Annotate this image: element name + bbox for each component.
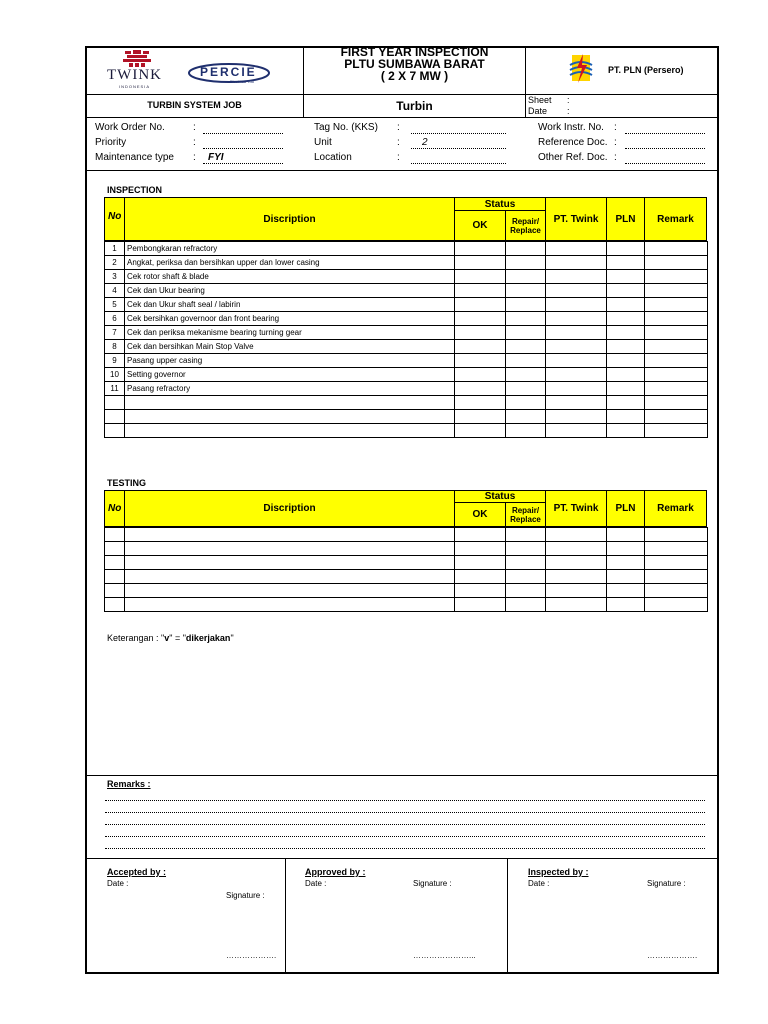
row-description — [125, 542, 455, 556]
approved-by-label: Approved by : — [305, 867, 366, 877]
table-row — [105, 396, 708, 410]
row-ok-cell[interactable] — [455, 556, 506, 570]
row-description: Cek dan Ukur bearing — [125, 284, 455, 298]
row-twink-cell[interactable] — [546, 270, 607, 284]
maintenance-type-value: FYI — [208, 152, 224, 163]
row-ok-cell[interactable] — [455, 284, 506, 298]
row-repair-cell[interactable] — [506, 598, 546, 612]
row-description: Pasang refractory — [125, 382, 455, 396]
location-colon: : — [397, 152, 400, 163]
row-ok-cell[interactable] — [455, 354, 506, 368]
row-pln-cell[interactable] — [607, 270, 645, 284]
row-twink-cell[interactable] — [546, 242, 607, 256]
row-pln-cell[interactable] — [607, 368, 645, 382]
table-row — [105, 270, 708, 284]
maintenance-type-colon: : — [193, 152, 196, 163]
row-ok-cell[interactable] — [455, 326, 506, 340]
row-description: Cek dan Ukur shaft seal / labirin — [125, 298, 455, 312]
row-remark-cell[interactable] — [645, 410, 708, 424]
accepted-date-label: Date : — [107, 879, 129, 888]
legend-prefix: Keterangan : " — [107, 633, 165, 643]
row-no — [105, 528, 125, 542]
row-pln-cell[interactable] — [607, 396, 645, 410]
testing-table — [104, 527, 708, 612]
reference-doc-field[interactable] — [625, 148, 705, 149]
sheet-colon: : — [567, 95, 570, 105]
table-row — [105, 570, 708, 584]
row-repair-cell[interactable] — [506, 256, 546, 270]
row-description: Pasang upper casing — [125, 354, 455, 368]
accepted-signature-label: Signature : — [226, 891, 265, 900]
date-label: Date — [528, 106, 548, 116]
sig-vline-2 — [507, 858, 508, 974]
row-no — [105, 570, 125, 584]
inspection-col-repair — [505, 210, 546, 241]
table-row — [105, 242, 708, 256]
row-description — [125, 424, 455, 438]
row-repair-cell[interactable] — [506, 368, 546, 382]
equipment-name: Turbin — [396, 99, 433, 113]
inspection-col-twink: PT. Twink — [545, 197, 607, 241]
inspection-title: INSPECTION — [107, 185, 163, 195]
row-pln-cell[interactable] — [607, 284, 645, 298]
table-row — [105, 354, 708, 368]
row-description: Pembongkaran refractory — [125, 242, 455, 256]
twink-wordmark: TWINK — [107, 67, 162, 83]
maintenance-type-label: Maintenance type — [95, 152, 174, 163]
inspection-col-pln: PLN — [606, 197, 645, 241]
row-remark-cell[interactable] — [645, 556, 708, 570]
inspection-col-remark: Remark — [644, 197, 707, 241]
row-no — [105, 584, 125, 598]
row-repair-cell[interactable] — [506, 396, 546, 410]
row-remark-cell[interactable] — [645, 396, 708, 410]
row-no — [105, 424, 125, 438]
row-no: 9 — [105, 354, 125, 368]
inspected-date-label: Date : — [528, 879, 550, 888]
sheet-label: Sheet — [528, 95, 552, 105]
approved-signature-line[interactable]: …………………... — [413, 951, 476, 960]
twink-logo — [103, 49, 183, 91]
row-twink-cell[interactable] — [546, 584, 607, 598]
row-no: 11 — [105, 382, 125, 396]
row-repair-cell[interactable] — [506, 298, 546, 312]
row-pln-cell[interactable] — [607, 556, 645, 570]
row-pln-cell[interactable] — [607, 410, 645, 424]
testing-col-ok: OK — [454, 502, 506, 527]
form-title — [304, 46, 525, 82]
row-description: Cek dan bersihkan Main Stop Valve — [125, 340, 455, 354]
row-twink-cell[interactable] — [546, 354, 607, 368]
row-remark-cell[interactable] — [645, 340, 708, 354]
pln-logo — [566, 53, 596, 85]
other-ref-label: Other Ref. Doc. — [538, 152, 608, 163]
table-row — [105, 598, 708, 612]
table-row — [105, 410, 708, 424]
row-twink-cell[interactable] — [546, 298, 607, 312]
row-remark-cell[interactable] — [645, 584, 708, 598]
remarks-line-3[interactable] — [105, 824, 705, 825]
inspection-col-desc: Discription — [124, 197, 455, 241]
row-repair-cell[interactable] — [506, 312, 546, 326]
row-ok-cell[interactable] — [455, 312, 506, 326]
table-row — [105, 312, 708, 326]
inspection-col-ok: OK — [454, 210, 506, 241]
accepted-signature-line[interactable]: ………………. — [226, 951, 277, 960]
row-twink-cell[interactable] — [546, 528, 607, 542]
row-ok-cell[interactable] — [455, 410, 506, 424]
row-pln-cell[interactable] — [607, 256, 645, 270]
row-remark-cell[interactable] — [645, 354, 708, 368]
row-repair-cell[interactable] — [506, 556, 546, 570]
row-repair-cell[interactable] — [506, 270, 546, 284]
job-title: TURBIN SYSTEM JOB — [147, 100, 242, 110]
row-ok-cell[interactable] — [455, 424, 506, 438]
header-divider — [85, 94, 719, 95]
remarks-line-2[interactable] — [105, 812, 705, 813]
table-row — [105, 542, 708, 556]
work-instr-colon: : — [614, 122, 617, 133]
percie-wordmark: PERCIE — [200, 65, 257, 79]
row-no: 10 — [105, 368, 125, 382]
row-remark-cell[interactable] — [645, 326, 708, 340]
inspected-signature-line[interactable]: ………………. — [647, 951, 698, 960]
row-pln-cell[interactable] — [607, 570, 645, 584]
priority-colon: : — [193, 137, 196, 148]
row-twink-cell[interactable] — [546, 598, 607, 612]
row-remark-cell[interactable] — [645, 382, 708, 396]
row-description — [125, 410, 455, 424]
row-no: 4 — [105, 284, 125, 298]
unit-label: Unit — [314, 137, 332, 148]
row-remark-cell[interactable] — [645, 528, 708, 542]
row-pln-cell[interactable] — [607, 382, 645, 396]
unit-value: 2 — [422, 137, 428, 148]
work-order-label: Work Order No. — [95, 122, 165, 133]
row-twink-cell[interactable] — [546, 382, 607, 396]
table-row — [105, 424, 708, 438]
approved-date-label: Date : — [305, 879, 327, 888]
row-repair-cell[interactable] — [506, 354, 546, 368]
unit-field[interactable] — [411, 148, 506, 149]
location-label: Location — [314, 152, 352, 163]
row-repair-cell[interactable] — [506, 542, 546, 556]
other-ref-field[interactable] — [625, 163, 705, 164]
table-row — [105, 298, 708, 312]
remarks-line-1[interactable] — [105, 800, 705, 801]
header-vline-2 — [525, 46, 526, 117]
testing-title: TESTING — [107, 478, 147, 488]
row-pln-cell[interactable] — [607, 312, 645, 326]
inspection-col-repair-line1: Repair/ — [511, 216, 540, 226]
row-pln-cell[interactable] — [607, 542, 645, 556]
row-ok-cell[interactable] — [455, 528, 506, 542]
row-pln-cell[interactable] — [607, 354, 645, 368]
row-remark-cell[interactable] — [645, 284, 708, 298]
row-repair-cell[interactable] — [506, 382, 546, 396]
inspection-col-repair-line2: Replace — [510, 225, 541, 235]
testing-col-repair-line1: Repair/ — [511, 505, 540, 515]
row-no: 1 — [105, 242, 125, 256]
row-twink-cell[interactable] — [546, 410, 607, 424]
inspection-table — [104, 241, 708, 438]
work-order-colon: : — [193, 122, 196, 133]
row-no: 7 — [105, 326, 125, 340]
twink-subtext: INDONESIA — [119, 84, 151, 89]
date-colon: : — [567, 106, 570, 116]
job-row-divider — [85, 117, 719, 118]
row-description: Cek rotor shaft & blade — [125, 270, 455, 284]
testing-col-twink: PT. Twink — [545, 490, 607, 527]
row-twink-cell[interactable] — [546, 256, 607, 270]
maintenance-type-field[interactable] — [203, 163, 283, 164]
title-line-1: FIRST YEAR INSPECTION — [340, 45, 489, 59]
work-order-field[interactable] — [203, 133, 283, 134]
row-remark-cell[interactable] — [645, 424, 708, 438]
row-twink-cell[interactable] — [546, 340, 607, 354]
row-pln-cell[interactable] — [607, 340, 645, 354]
table-row — [105, 382, 708, 396]
row-ok-cell[interactable] — [455, 340, 506, 354]
signature-divider — [85, 858, 719, 859]
row-no — [105, 396, 125, 410]
row-pln-cell[interactable] — [607, 584, 645, 598]
testing-col-status: Status — [454, 490, 546, 503]
row-pln-cell[interactable] — [607, 598, 645, 612]
row-twink-cell[interactable] — [546, 284, 607, 298]
remarks-line-4[interactable] — [105, 836, 705, 837]
row-remark-cell[interactable] — [645, 368, 708, 382]
testing-col-repair-line2: Replace — [510, 514, 541, 524]
percie-logo — [186, 62, 272, 90]
row-remark-cell[interactable] — [645, 298, 708, 312]
legend-v: v — [164, 633, 170, 643]
table-row — [105, 368, 708, 382]
row-pln-cell[interactable] — [607, 528, 645, 542]
work-instr-label: Work Instr. No. — [538, 122, 604, 133]
row-ok-cell[interactable] — [455, 584, 506, 598]
row-no — [105, 598, 125, 612]
remarks-divider — [85, 775, 719, 776]
company-name: PT. PLN (Persero) — [608, 65, 684, 75]
inspected-signature-label: Signature : — [647, 879, 686, 888]
legend-suffix: " — [230, 633, 234, 643]
row-ok-cell[interactable] — [455, 256, 506, 270]
table-row — [105, 256, 708, 270]
table-row — [105, 284, 708, 298]
reference-doc-label: Reference Doc. — [538, 137, 608, 148]
row-twink-cell[interactable] — [546, 542, 607, 556]
row-repair-cell[interactable] — [506, 528, 546, 542]
row-description — [125, 396, 455, 410]
row-ok-cell[interactable] — [455, 598, 506, 612]
row-pln-cell[interactable] — [607, 242, 645, 256]
row-ok-cell[interactable] — [455, 382, 506, 396]
row-description: Cek bersihkan governoor dan front bearing — [125, 312, 455, 326]
testing-col-remark: Remark — [644, 490, 707, 527]
row-no: 2 — [105, 256, 125, 270]
approved-signature-label: Signature : — [413, 879, 452, 888]
table-row — [105, 584, 708, 598]
row-ok-cell[interactable] — [455, 396, 506, 410]
row-no — [105, 542, 125, 556]
testing-col-pln: PLN — [606, 490, 645, 527]
unit-colon: : — [397, 137, 400, 148]
accepted-by-label: Accepted by : — [107, 867, 167, 877]
row-repair-cell[interactable] — [506, 424, 546, 438]
inspection-col-status: Status — [454, 197, 546, 211]
row-twink-cell[interactable] — [546, 312, 607, 326]
testing-col-desc: Discription — [124, 490, 455, 527]
row-description — [125, 584, 455, 598]
tag-no-field[interactable] — [411, 133, 506, 134]
row-remark-cell[interactable] — [645, 570, 708, 584]
row-no: 6 — [105, 312, 125, 326]
row-description — [125, 570, 455, 584]
row-remark-cell[interactable] — [645, 270, 708, 284]
other-ref-colon: : — [614, 152, 617, 163]
row-repair-cell[interactable] — [506, 340, 546, 354]
legend-middle: " = " — [169, 633, 186, 643]
inspected-by-label: Inspected by : — [528, 867, 589, 877]
sig-vline-1 — [285, 858, 286, 974]
row-twink-cell[interactable] — [546, 326, 607, 340]
row-no: 8 — [105, 340, 125, 354]
info-divider — [85, 170, 719, 171]
work-instr-field[interactable] — [625, 133, 705, 134]
legend — [107, 633, 234, 643]
priority-field[interactable] — [203, 148, 283, 149]
row-repair-cell[interactable] — [506, 410, 546, 424]
row-no: 3 — [105, 270, 125, 284]
row-description: Angkat, periksa dan bersihkan upper dan lower casing — [125, 256, 455, 270]
row-no — [105, 556, 125, 570]
row-twink-cell[interactable] — [546, 396, 607, 410]
row-remark-cell[interactable] — [645, 312, 708, 326]
remarks-line-5[interactable] — [105, 848, 705, 849]
row-repair-cell[interactable] — [506, 284, 546, 298]
row-pln-cell[interactable] — [607, 298, 645, 312]
legend-word: dikerjakan — [185, 633, 231, 643]
row-description: Cek dan periksa mekanisme bearing turning gear — [125, 326, 455, 340]
row-pln-cell[interactable] — [607, 326, 645, 340]
row-ok-cell[interactable] — [455, 368, 506, 382]
row-ok-cell[interactable] — [455, 298, 506, 312]
row-ok-cell[interactable] — [455, 270, 506, 284]
row-repair-cell[interactable] — [506, 242, 546, 256]
table-row — [105, 326, 708, 340]
row-description — [125, 556, 455, 570]
row-ok-cell[interactable] — [455, 570, 506, 584]
row-twink-cell[interactable] — [546, 424, 607, 438]
row-twink-cell[interactable] — [546, 570, 607, 584]
row-twink-cell[interactable] — [546, 556, 607, 570]
title-line-2: PLTU SUMBAWA BARAT — [344, 57, 485, 71]
row-ok-cell[interactable] — [455, 242, 506, 256]
percie-subtext: Electrical Tuö — [230, 79, 255, 84]
table-row — [105, 528, 708, 542]
title-line-3: ( 2 X 7 MW ) — [380, 69, 449, 83]
row-remark-cell[interactable] — [645, 598, 708, 612]
row-no — [105, 410, 125, 424]
row-repair-cell[interactable] — [506, 584, 546, 598]
tag-no-label: Tag No. (KKS) — [314, 122, 378, 133]
row-description — [125, 598, 455, 612]
row-description — [125, 528, 455, 542]
row-remark-cell[interactable] — [645, 242, 708, 256]
row-remark-cell[interactable] — [645, 542, 708, 556]
row-pln-cell[interactable] — [607, 424, 645, 438]
row-remark-cell[interactable] — [645, 256, 708, 270]
row-repair-cell[interactable] — [506, 570, 546, 584]
row-description: Setting governor — [125, 368, 455, 382]
testing-col-repair — [505, 502, 546, 527]
location-field[interactable] — [411, 163, 506, 164]
row-repair-cell[interactable] — [506, 326, 546, 340]
table-row — [105, 556, 708, 570]
reference-doc-colon: : — [614, 137, 617, 148]
row-ok-cell[interactable] — [455, 542, 506, 556]
inspection-col-no: No — [104, 197, 125, 241]
row-twink-cell[interactable] — [546, 368, 607, 382]
row-no: 5 — [105, 298, 125, 312]
remarks-label: Remarks : — [107, 779, 151, 789]
testing-col-no: No — [104, 490, 125, 527]
pln-lightning-icon — [566, 53, 596, 85]
priority-label: Priority — [95, 137, 127, 148]
table-row — [105, 340, 708, 354]
tag-no-colon: : — [397, 122, 400, 133]
